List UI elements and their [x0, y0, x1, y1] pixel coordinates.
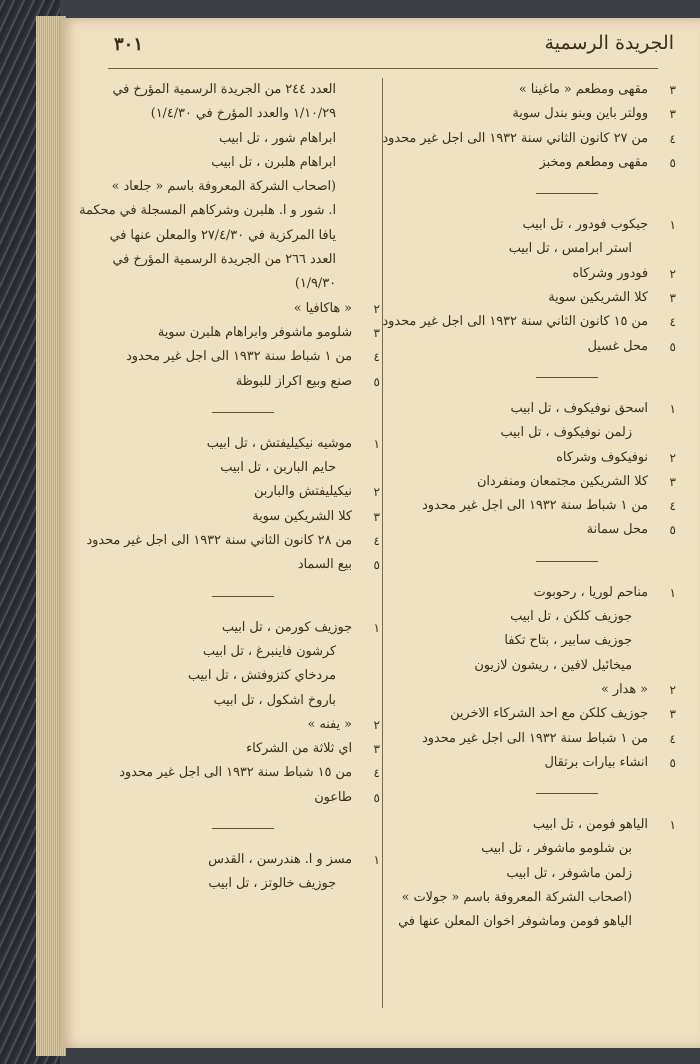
entry-separator — [406, 543, 676, 581]
item-number: ١ — [669, 585, 676, 600]
entry-line — [100, 872, 380, 896]
registration-entry — [100, 616, 380, 810]
item-number: ٣ — [669, 707, 676, 722]
entry-line — [406, 446, 676, 470]
entry-text: من ١ شباط سنة ١٩٣٢ الى اجل غير محدود — [422, 498, 648, 514]
entry-text: موشيه نيكيليفتش ، تل ابيب — [206, 435, 352, 451]
entry-separator — [100, 578, 380, 616]
item-number: ٤ — [373, 350, 380, 365]
entry-separator — [406, 775, 676, 813]
entry-line — [100, 480, 380, 504]
entry-line — [100, 689, 380, 713]
item-number: ٥ — [669, 155, 676, 170]
registration-entry — [406, 581, 676, 775]
entry-line — [100, 786, 380, 810]
item-number: ٣ — [373, 742, 380, 757]
entry-line — [100, 553, 380, 577]
entry-line — [100, 175, 380, 199]
entry-text: جوزيف كلكن مع احد الشركاء الاخرين — [450, 706, 648, 722]
entry-line — [406, 702, 676, 726]
entry-line — [100, 78, 380, 102]
entry-line — [100, 616, 380, 640]
entry-line — [406, 237, 676, 261]
entry-text: طاعون — [314, 789, 352, 805]
entry-line — [100, 713, 380, 737]
entry-text: كلا الشريكين مجتمعان ومنفردان — [476, 473, 648, 489]
entry-text: نيكيليفتش والباربن — [253, 484, 352, 500]
item-number: ١ — [669, 218, 676, 233]
entry-text: زلمن ماشوفر ، تل ابيب — [506, 865, 632, 881]
entry-separator — [406, 359, 676, 397]
item-number: ٥ — [669, 523, 676, 538]
entry-line — [406, 813, 676, 837]
item-number: ٤ — [373, 766, 380, 781]
entry-line — [401, 886, 676, 910]
item-number: ٤ — [669, 131, 676, 146]
entry-line — [406, 678, 676, 702]
entry-line — [382, 310, 676, 334]
entry-text: من ١ شباط سنة ١٩٣٢ الى اجل غير محدود — [126, 349, 352, 365]
item-number: ٢ — [373, 485, 380, 500]
entry-line — [398, 910, 676, 934]
entry-text: نوفيكوف وشركاه — [556, 449, 648, 465]
entry-text: من ١٥ شباط سنة ١٩٣٢ الى اجل غير محدود — [119, 765, 352, 781]
entry-text: ١/١٠/٢٩ والعدد المؤرخ في ١/٤/٣٠) — [150, 106, 336, 122]
item-number: ٢ — [669, 266, 676, 281]
item-number: ٢ — [669, 682, 676, 697]
item-number: ٣ — [373, 325, 380, 340]
entry-text: ا. شور و ا. هلبرن وشركاهم المسجلة في محكمة — [79, 203, 336, 219]
registration-entry — [100, 848, 380, 897]
entry-line — [406, 518, 676, 542]
item-number: ٢ — [373, 717, 380, 732]
entry-line — [100, 456, 380, 480]
item-number: ٣ — [669, 474, 676, 489]
entry-text: مناحم لوريا ، رحوبوت — [533, 584, 648, 600]
entry-text: صنع وبيع اكراز للبوظة — [235, 373, 352, 389]
entry-line — [406, 751, 676, 775]
entry-text: من ٢٨ كانون الثاني سنة ١٩٣٢ الى اجل غير محدود — [86, 533, 352, 549]
entry-line — [100, 737, 380, 761]
entry-text: العدد ٢٤٤ من الجريدة الرسمية المؤرخ في — [112, 82, 336, 97]
entry-text: ميخائيل لافين ، ريشون لازيون — [474, 657, 632, 673]
registration-entry — [398, 813, 676, 934]
item-number: ٤ — [373, 534, 380, 549]
entry-text: من ١ شباط سنة ١٩٣٢ الى اجل غير محدود — [422, 730, 648, 746]
entry-text: ابراهام هلبرن ، تل ابيب — [211, 154, 336, 170]
entry-line — [406, 470, 676, 494]
entry-line — [382, 127, 676, 151]
entry-line — [406, 862, 676, 886]
item-number: ١ — [669, 818, 676, 833]
entry-text: شلومو ماشوفر وابراهام هلبرن سوية — [157, 324, 352, 340]
item-number: ٢ — [669, 450, 676, 465]
entry-line — [406, 837, 676, 861]
item-number: ٥ — [373, 558, 380, 573]
entry-line — [406, 581, 676, 605]
entry-line — [406, 102, 676, 126]
entry-line — [100, 640, 380, 664]
entry-text: وولتر باين وبنو بندل سوية — [512, 106, 648, 122]
item-number: ١ — [373, 620, 380, 635]
entry-text: بيع السماد — [297, 557, 352, 573]
item-number: ٤ — [669, 499, 676, 514]
entry-line — [100, 102, 380, 126]
gazette-page — [60, 18, 700, 1048]
entry-text: ابراهام شور ، تل ابيب — [218, 130, 336, 146]
entry-text: اسحق نوفيكوف ، تل ابيب — [510, 400, 648, 416]
entry-text: ١/٩/٣٠) — [294, 276, 336, 292]
entry-line — [406, 262, 676, 286]
entry-line — [86, 529, 380, 553]
entry-line — [100, 321, 380, 345]
entry-text: (اصحاب الشركة المعروفة باسم « جلعاد » — [111, 179, 336, 195]
entry-line — [100, 248, 380, 272]
entry-text: اي ثلاثة من الشركاء — [246, 741, 352, 757]
entry-line — [406, 421, 676, 445]
header-rule — [108, 68, 658, 69]
entry-text: يافا المركزية في ٢٧/٤/٣٠ والمعلن عنها في — [109, 227, 336, 243]
item-number: ٤ — [669, 731, 676, 746]
item-number: ٤ — [669, 315, 676, 330]
entry-text: جوزيف خالوتز ، تل ابيب — [208, 876, 336, 892]
entry-text: حايم الباربن ، تل ابيب — [220, 460, 336, 476]
column-divider — [382, 78, 383, 1008]
item-number: ٣ — [373, 509, 380, 524]
item-number: ٣ — [669, 107, 676, 122]
entry-line — [406, 213, 676, 237]
entry-line — [100, 848, 380, 872]
entry-line — [406, 78, 676, 102]
entry-text: جوزيف كورمن ، تل ابيب — [221, 619, 352, 635]
entry-line — [100, 151, 380, 175]
page-title: الجريدة الرسمية — [544, 32, 674, 54]
registration-entry — [382, 213, 676, 359]
entry-line — [406, 605, 676, 629]
entry-text: مقهى ومطعم ومخبز — [539, 154, 648, 170]
left-column — [79, 78, 380, 897]
entry-separator — [100, 394, 380, 432]
entry-line — [100, 664, 380, 688]
item-number: ٥ — [669, 755, 676, 770]
entry-line — [100, 297, 380, 321]
entry-line — [100, 370, 380, 394]
registration-entry — [406, 397, 676, 543]
entry-text: مسز و ا. هندرسن ، القدس — [208, 852, 352, 868]
entry-text: مردخاي كتزوفتش ، تل ابيب — [187, 668, 336, 684]
entry-text: استر ابرامس ، تل ابيب — [508, 241, 632, 257]
entry-text: « يفنه » — [307, 716, 352, 732]
entry-line — [406, 727, 676, 751]
entry-text: جيكوب فودور ، تل ابيب — [522, 217, 648, 233]
registration-entry — [86, 432, 380, 578]
entry-text: انشاء بيارات برتقال — [544, 754, 648, 770]
entry-text: باروخ اشكول ، تل ابيب — [213, 692, 336, 708]
entry-line — [406, 494, 676, 518]
entry-text: بن شلومو ماشوفر ، تل ابيب — [481, 841, 632, 857]
item-number: ٥ — [669, 339, 676, 354]
entry-text: « هاكافيا » — [293, 300, 352, 316]
item-number: ١ — [373, 853, 380, 868]
entry-line — [100, 761, 380, 785]
page-number: ٣٠١ — [114, 34, 144, 55]
entry-text: جوزيف كلكن ، تل ابيب — [510, 609, 632, 625]
registration-entry — [79, 78, 380, 394]
entry-text: جوزيف سابير ، بتاح تكفا — [504, 633, 632, 649]
item-number: ٥ — [373, 790, 380, 805]
entry-line — [406, 654, 676, 678]
item-number: ١ — [373, 436, 380, 451]
entry-text: العدد ٢٦٦ من الجريدة الرسمية المؤرخ في — [112, 252, 336, 268]
item-number: ٥ — [373, 374, 380, 389]
entry-line — [406, 286, 676, 310]
entry-text: من ٢٧ كانون الثاني سنة ١٩٣٢ الى اجل غير محدود — [382, 130, 648, 146]
page-header — [60, 18, 700, 66]
entry-text: كلا الشريكين سوية — [252, 508, 352, 524]
entry-text: محل سمانة — [586, 522, 648, 538]
entry-line — [100, 224, 380, 248]
entry-line — [100, 432, 380, 456]
item-number: ١ — [669, 401, 676, 416]
entry-line — [406, 151, 676, 175]
entry-line — [406, 335, 676, 359]
entry-text: مقهى ومطعم « ماغينا » — [518, 82, 648, 97]
entry-text: (اصحاب الشركة المعروفة باسم « جولات » — [401, 890, 632, 906]
entry-text: الياهو فومن ، تل ابيب — [532, 817, 648, 833]
item-number: ٣ — [669, 83, 676, 97]
entry-separator — [406, 175, 676, 213]
item-number: ٣ — [669, 291, 676, 306]
entry-line — [100, 345, 380, 369]
entry-line — [406, 397, 676, 421]
entry-line — [100, 272, 380, 296]
entry-text: كلا الشريكين سوية — [548, 290, 648, 306]
item-number: ٢ — [373, 301, 380, 316]
entry-text: زلمن نوفيكوف ، تل ابيب — [500, 425, 632, 441]
entry-separator — [100, 810, 380, 848]
entry-text: الياهو فومن وماشوفر اخوان المعلن عنها في — [398, 914, 632, 930]
entry-text: محل غسيل — [587, 338, 648, 354]
entry-text: فودور وشركاه — [572, 265, 648, 281]
registration-entry — [382, 78, 676, 175]
entry-text: كرشون فاينبرغ ، تل ابيب — [202, 643, 336, 659]
entry-line — [79, 199, 380, 223]
entry-text: « هدار » — [601, 681, 648, 697]
right-column — [382, 78, 676, 935]
entry-text: من ١٥ كانون الثاني سنة ١٩٣٢ الى اجل غير محدود — [382, 314, 648, 330]
entry-line — [100, 127, 380, 151]
entry-line — [406, 629, 676, 653]
entry-line — [100, 505, 380, 529]
